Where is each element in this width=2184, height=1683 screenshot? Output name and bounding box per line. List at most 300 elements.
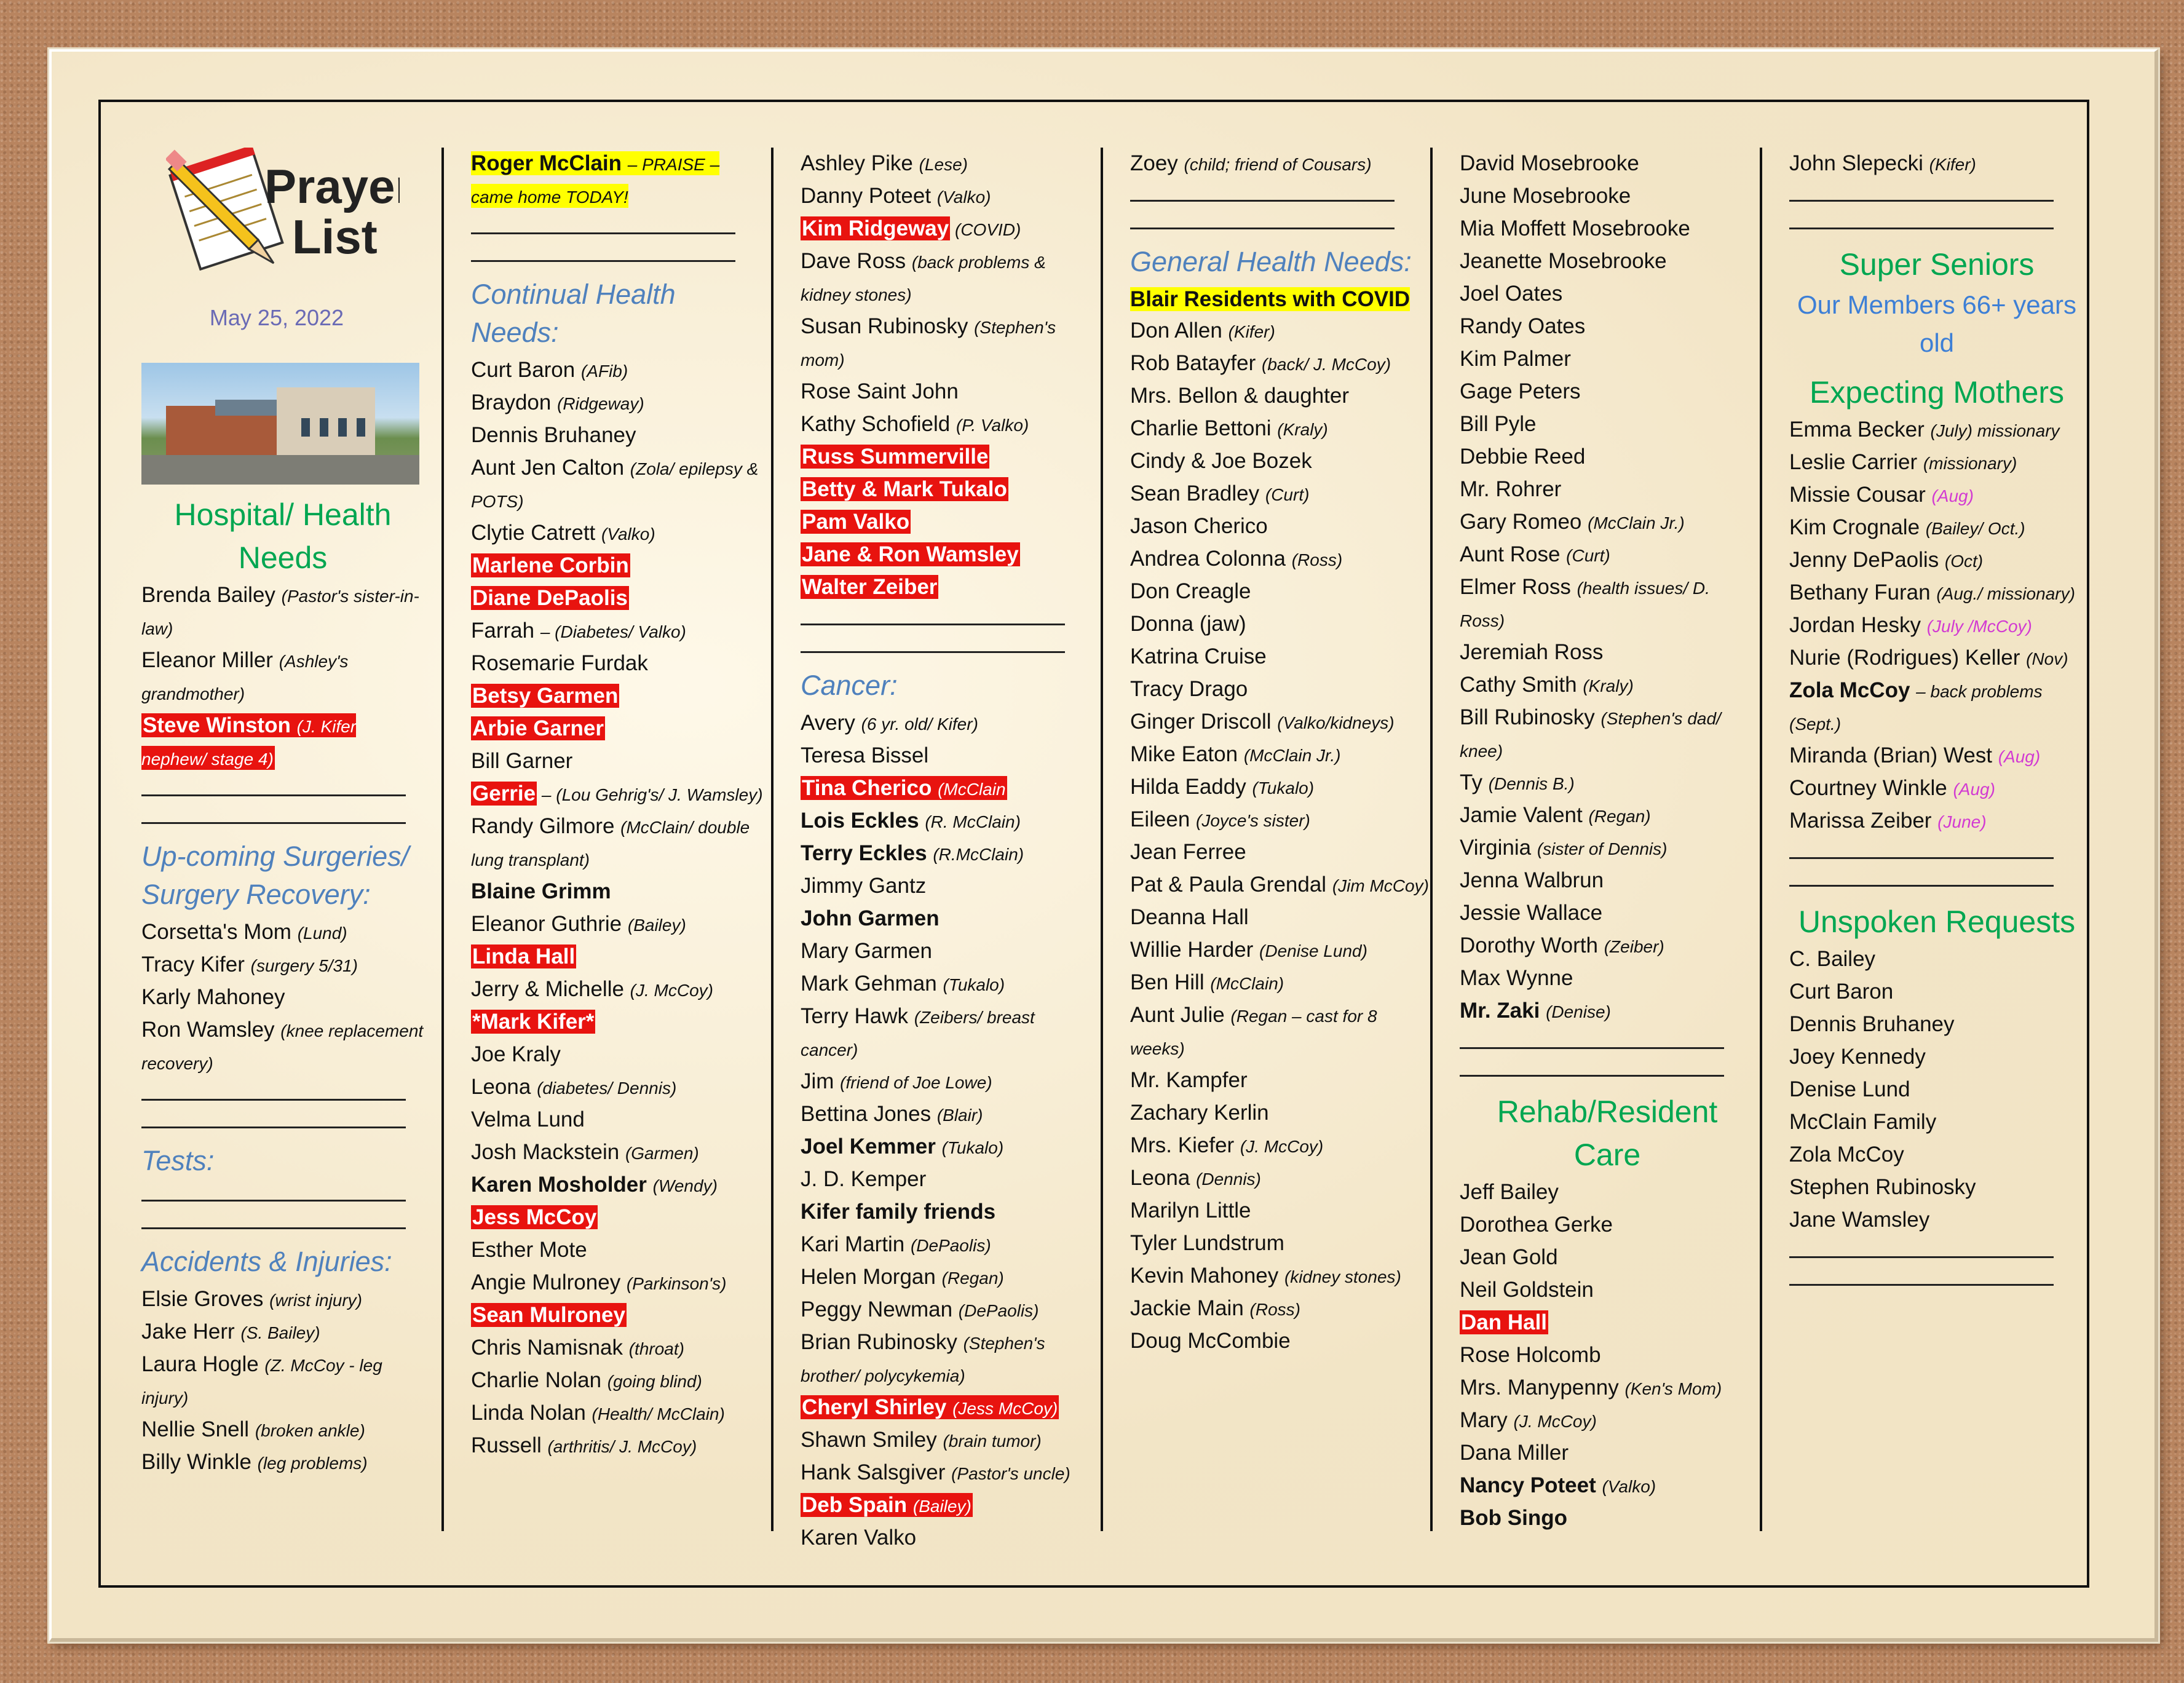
- rehab-list-cont: [1789, 148, 2084, 180]
- item-name: Leona: [471, 1075, 537, 1099]
- item-name: Clytie Catrett: [471, 521, 601, 545]
- item-name: Joe Kraly: [471, 1042, 561, 1066]
- item-note: (Tukalo): [941, 1138, 1004, 1157]
- logo-word-list: List: [292, 210, 378, 264]
- list-item: [1789, 577, 2084, 609]
- list-item: [471, 1071, 766, 1104]
- item-name: Cindy & Joe Bozek: [1130, 449, 1312, 473]
- column-2: [471, 148, 766, 1462]
- item-name: Cheryl Shirley: [802, 1395, 953, 1419]
- item-note: (Valko): [1602, 1477, 1656, 1496]
- item-note: (Kraly): [1583, 676, 1634, 695]
- item-note: (R. McClain): [925, 812, 1021, 831]
- item-name: Jeff Bailey: [1460, 1180, 1559, 1204]
- item-name: Zoey: [1130, 151, 1184, 175]
- list-item: [1460, 1274, 1755, 1307]
- item-name: Rose Saint John: [801, 379, 959, 403]
- item-name: Jenna Walbrun: [1460, 868, 1604, 892]
- item-name: Andrea Colonna: [1130, 547, 1292, 571]
- list-item: [141, 949, 424, 981]
- section-title-rehab: Rehab/Resident Care: [1497, 1095, 1718, 1172]
- item-name: Mia Moffett Mosebrooke: [1460, 216, 1690, 240]
- list-item: [141, 579, 424, 644]
- list-item: [1460, 473, 1755, 506]
- list-item: [1789, 1041, 2084, 1074]
- list-item: [1130, 380, 1425, 413]
- item-note: (Pastor's uncle): [951, 1464, 1070, 1483]
- item-note: (Regan – cast for 8 weeks): [1130, 1007, 1377, 1058]
- item-name: Jean Ferree: [1130, 840, 1246, 864]
- section-title-continual: Continual Health Needs:: [471, 279, 676, 348]
- item-note: (Oct): [1944, 552, 1984, 571]
- list-item: [1789, 772, 2084, 805]
- item-note: (Ross): [1291, 550, 1343, 569]
- list-item: [1460, 930, 1755, 962]
- list-item: [471, 876, 766, 908]
- item-name: Bill Rubinosky: [1460, 705, 1601, 729]
- item-note: (Ken's Mom): [1624, 1379, 1722, 1398]
- item-name: Miranda (Brian) West: [1789, 743, 1998, 767]
- item-name: Deb Spain: [802, 1493, 913, 1517]
- item-name: Rob Batayfer: [1130, 351, 1262, 375]
- list-item: [1130, 901, 1425, 934]
- item-note: (McClain): [1210, 974, 1284, 993]
- item-name: Tracy Kifer: [141, 952, 251, 976]
- list-item: [1130, 543, 1425, 576]
- list-item: [1789, 414, 2084, 446]
- item-name: Jim: [801, 1069, 841, 1093]
- list-item: [1130, 445, 1425, 478]
- list-item: [1130, 804, 1425, 836]
- item-note: (kidney stones): [1284, 1267, 1401, 1286]
- item-note: (Bailey): [627, 916, 686, 935]
- item-name: Missie Cousar: [1789, 483, 1932, 507]
- list-item: [801, 441, 1096, 473]
- list-item: [1789, 1106, 2084, 1139]
- list-item: [1460, 832, 1755, 865]
- list-item: [1460, 278, 1755, 311]
- list-item: [1130, 315, 1425, 347]
- hospital-list: [141, 579, 424, 775]
- item-note: (Tukalo): [943, 975, 1005, 994]
- item-note: (Joyce's sister): [1196, 811, 1310, 830]
- list-item: [1789, 479, 2084, 512]
- item-note: (McClain/ double lung transplant): [471, 818, 750, 869]
- item-name: Lois Eckles: [801, 809, 925, 833]
- list-item: [1130, 999, 1425, 1064]
- blank-line: [141, 810, 406, 824]
- list-item: [1130, 771, 1425, 804]
- column-divider: [771, 148, 774, 1531]
- list-item: [1789, 609, 2084, 642]
- list-item: [141, 1446, 424, 1479]
- item-note: (DePaolis): [910, 1236, 991, 1255]
- blank-line: [1789, 1272, 2054, 1286]
- list-item: [801, 1522, 1096, 1554]
- item-name: Donna (jaw): [1130, 612, 1246, 636]
- list-item: [471, 1039, 766, 1071]
- blank-line: [141, 782, 406, 796]
- item-name: Kathy Schofield: [801, 412, 956, 436]
- item-note: (Regan): [1588, 807, 1651, 826]
- item-name: Rose Holcomb: [1460, 1343, 1601, 1367]
- item-name: Jane Wamsley: [1789, 1208, 1930, 1232]
- item-name: Arbie Garner: [472, 716, 604, 740]
- item-note: (Jess McCoy): [952, 1399, 1058, 1418]
- item-name: Angie Mulroney: [471, 1270, 627, 1294]
- item-name: Courtney Winkle: [1789, 776, 1953, 800]
- column-1: [141, 485, 424, 1479]
- item-name: Esther Mote: [471, 1238, 587, 1262]
- list-item: [801, 408, 1096, 441]
- continual-list-cont: [801, 148, 1096, 604]
- item-name: Mark Gehman: [801, 972, 943, 996]
- item-name: Marilyn Little: [1130, 1198, 1251, 1222]
- list-item: [801, 1294, 1096, 1326]
- item-name: Jess McCoy: [472, 1205, 597, 1229]
- item-name: Bill Pyle: [1460, 412, 1537, 436]
- item-note: (Curt): [1265, 485, 1310, 504]
- list-item: [471, 1267, 766, 1299]
- list-item: [141, 1414, 424, 1446]
- item-name: Mrs. Manypenny: [1460, 1376, 1625, 1400]
- item-name: Susan Rubinosky: [801, 314, 975, 338]
- list-item: [801, 1392, 1096, 1424]
- item-note: (Dennis): [1196, 1170, 1261, 1189]
- item-name: Eileen: [1130, 807, 1197, 831]
- item-note: (6 yr. old/ Kifer): [861, 715, 978, 734]
- list-item: [471, 713, 766, 745]
- accidents-list: [141, 1283, 424, 1479]
- column-divider: [1101, 148, 1103, 1531]
- item-note: (throat): [628, 1339, 684, 1358]
- list-item: [801, 805, 1096, 838]
- item-name: Virginia: [1460, 836, 1537, 860]
- item-note: (Bailey/ Oct.): [1925, 519, 2025, 538]
- list-item: [471, 1104, 766, 1136]
- item-note: (Z. McCoy - leg injury): [141, 1356, 382, 1408]
- item-name: Curt Baron: [1789, 980, 1894, 1004]
- item-name: *Mark Kifer*: [472, 1010, 595, 1034]
- unspoken-list: [1789, 943, 2084, 1237]
- item-name: J. D. Kemper: [801, 1167, 927, 1191]
- item-name: Jeanette Mosebrooke: [1460, 249, 1667, 273]
- list-item: [1460, 343, 1755, 376]
- continual-list: [471, 354, 766, 1462]
- column-divider: [441, 148, 444, 1531]
- list-item: [1460, 441, 1755, 473]
- list-item: [1130, 1195, 1425, 1227]
- list-item: [141, 916, 424, 949]
- item-note: (J. McCoy): [1513, 1412, 1597, 1431]
- item-name: Aunt Rose: [1460, 542, 1567, 566]
- list-item: [801, 1457, 1096, 1489]
- item-note: (Pastor's sister-in-law): [141, 587, 419, 638]
- item-name: Chris Namisnak: [471, 1336, 629, 1360]
- item-note: (Garmen): [625, 1144, 699, 1163]
- item-note: (leg problems): [257, 1454, 368, 1473]
- item-name: Dennis Bruhaney: [1789, 1012, 1955, 1036]
- blank-line: [471, 220, 735, 234]
- column-6: [1789, 148, 2084, 1299]
- list-item: [1460, 702, 1755, 767]
- item-name: Deanna Hall: [1130, 905, 1249, 929]
- section-title-cancer: Cancer:: [801, 670, 898, 701]
- item-name: Tracy Drago: [1130, 677, 1248, 701]
- blank-line: [1789, 1244, 2054, 1258]
- section-title-mothers: Expecting Mothers: [1809, 375, 2065, 410]
- item-note: (friend of Joe Lowe): [840, 1073, 992, 1092]
- item-name: Dave Ross: [801, 249, 912, 273]
- item-name: Zola McCoy: [1789, 678, 1917, 702]
- list-item: [1130, 641, 1425, 673]
- item-note: (child; friend of Cousars): [1184, 155, 1372, 174]
- list-item: [471, 680, 766, 713]
- list-item: [1460, 571, 1755, 636]
- item-note: (knee replacement recovery): [141, 1021, 424, 1073]
- item-name: Jake Herr: [141, 1320, 241, 1344]
- item-note: (broken ankle): [255, 1421, 365, 1440]
- item-name: Dan Hall: [1461, 1310, 1548, 1334]
- list-item: [801, 772, 1096, 805]
- item-name: Betty & Mark Tukalo: [802, 477, 1007, 501]
- item-note: (brain tumor): [943, 1432, 1042, 1451]
- item-name: Kifer family friends: [801, 1200, 996, 1224]
- list-item: [1460, 1176, 1755, 1209]
- list-item: [801, 935, 1096, 968]
- list-item: [471, 1006, 766, 1039]
- list-item: [1130, 413, 1425, 445]
- item-name: Karen Mosholder: [471, 1173, 653, 1197]
- item-name: Tyler Lundstrum: [1130, 1231, 1284, 1255]
- item-note: (missionary): [1923, 454, 2017, 473]
- list-item: [801, 473, 1096, 506]
- rehab-list: [1460, 1176, 1755, 1535]
- item-name: Jean Gold: [1460, 1245, 1558, 1269]
- list-item: [1460, 245, 1755, 278]
- list-item: [1460, 1437, 1755, 1470]
- section-title-seniors: Super Seniors: [1839, 247, 2035, 282]
- list-item: [1789, 512, 2084, 544]
- item-name: Elsie Groves: [141, 1287, 270, 1311]
- item-name: Nancy Poteet: [1460, 1473, 1602, 1497]
- item-note: (Ridgeway): [557, 394, 644, 413]
- item-name: Farrah: [471, 619, 540, 643]
- item-note: (diabetes/ Dennis): [537, 1079, 677, 1098]
- list-item: [1460, 865, 1755, 897]
- item-name: Emma Becker: [1789, 418, 1931, 442]
- list-item: [801, 1066, 1096, 1098]
- item-note: – (Diabetes/ Valko): [540, 622, 686, 641]
- item-name: Bettina Jones: [801, 1102, 937, 1126]
- item-note: (Tukalo): [1252, 778, 1315, 798]
- list-item: [1460, 962, 1755, 995]
- item-name: Charlie Bettoni: [1130, 416, 1278, 440]
- list-item: [1460, 995, 1755, 1028]
- list-item: [1789, 943, 2084, 976]
- list-item: [1130, 1097, 1425, 1130]
- list-item: [801, 1098, 1096, 1131]
- item-name: Ginger Driscoll: [1130, 710, 1278, 734]
- item-note: (Aug): [1953, 780, 1995, 799]
- item-note: (McClain Jr.): [1588, 513, 1685, 533]
- list-item: [1789, 1139, 2084, 1171]
- list-item: [1789, 805, 2084, 838]
- item-name: Kevin Mahoney: [1130, 1264, 1284, 1288]
- list-item: [1460, 1339, 1755, 1372]
- list-item: [801, 870, 1096, 903]
- item-name: Helen Morgan: [801, 1265, 942, 1289]
- item-name: Terry Hawk: [801, 1004, 914, 1028]
- list-item: [471, 517, 766, 550]
- item-name: Nellie Snell: [141, 1417, 255, 1441]
- list-item: [801, 539, 1096, 571]
- list-item: [1460, 506, 1755, 539]
- item-note: (S. Bailey): [240, 1323, 320, 1342]
- list-item: [801, 903, 1096, 935]
- item-note: (DePaolis): [958, 1301, 1039, 1320]
- list-item: [1460, 1502, 1755, 1535]
- item-note: (Denise Lund): [1259, 941, 1367, 960]
- section-title-tests: Tests:: [141, 1145, 215, 1176]
- item-name: Randy Gilmore: [471, 814, 621, 838]
- list-item: [471, 647, 766, 680]
- item-name: Josh Mackstein: [471, 1140, 625, 1164]
- list-item: [1130, 934, 1425, 967]
- item-name: Brian Rubinosky: [801, 1330, 963, 1354]
- list-item: [1460, 1307, 1755, 1339]
- blank-line: [141, 1114, 406, 1128]
- item-name: Braydon: [471, 390, 558, 414]
- list-item: [1130, 1162, 1425, 1195]
- item-name: Jerry & Michelle: [471, 977, 630, 1001]
- list-item: [1130, 347, 1425, 380]
- item-note: (R.McClain): [933, 845, 1024, 864]
- item-note: (Lund): [297, 924, 347, 943]
- item-note: (Regan): [941, 1269, 1004, 1288]
- item-note: (Denise): [1546, 1002, 1611, 1021]
- item-name: Linda Hall: [472, 944, 576, 968]
- list-item: [801, 245, 1096, 311]
- item-name: Laura Hogle: [141, 1352, 265, 1376]
- item-name: Max Wynne: [1460, 966, 1573, 990]
- blank-line: [1789, 873, 2054, 887]
- list-item: [1460, 897, 1755, 930]
- item-name: Tina Cherico: [802, 776, 938, 800]
- item-name: Aunt Julie: [1130, 1003, 1231, 1027]
- item-note: (surgery 5/31): [250, 956, 358, 975]
- item-name: Joel Kemmer: [801, 1135, 942, 1158]
- item-name: Elmer Ross: [1460, 575, 1577, 599]
- list-item: [1130, 1325, 1425, 1358]
- item-name: Russell: [471, 1433, 548, 1457]
- item-note: (Bailey): [912, 1497, 971, 1516]
- item-name: Dennis Bruhaney: [471, 423, 636, 447]
- list-item: [1789, 148, 2084, 180]
- item-name: Randy Oates: [1460, 314, 1586, 338]
- item-note: – (Lou Gehrig's/ J. Wamsley): [537, 785, 763, 804]
- item-note: (J. McCoy): [630, 981, 713, 1000]
- list-item: [471, 452, 766, 517]
- list-item: [801, 213, 1096, 245]
- section-title-general: General Health Needs:: [1130, 246, 1412, 277]
- item-note: (Ashley's grandmother): [141, 652, 349, 703]
- list-item: [801, 1489, 1096, 1522]
- list-item: [471, 973, 766, 1006]
- list-item: [1130, 967, 1425, 999]
- section-title-unspoken: Unspoken Requests: [1798, 905, 2076, 939]
- item-note: (AFib): [580, 362, 628, 381]
- list-item: [1460, 767, 1755, 799]
- list-item: [1460, 376, 1755, 408]
- item-name: Cathy Smith: [1460, 673, 1583, 697]
- item-note: (J. McCoy): [1240, 1137, 1324, 1156]
- item-note: (arthritis/ J. McCoy): [547, 1437, 697, 1456]
- blank-line: [141, 1087, 406, 1101]
- list-item: [1789, 675, 2084, 740]
- blank-line: [1460, 1035, 1724, 1049]
- list-item: [1460, 408, 1755, 441]
- list-item: [801, 1000, 1096, 1066]
- section-title-hospital: Hospital/ Health Needs: [174, 497, 392, 575]
- item-name: Betsy Garmen: [472, 684, 619, 708]
- list-item: [1460, 213, 1755, 245]
- item-note: (McClain Jr.): [1243, 746, 1341, 765]
- item-name: Gage Peters: [1460, 379, 1581, 403]
- item-note: (Valko): [601, 525, 655, 544]
- item-note: (June): [1937, 812, 1987, 831]
- item-note: (back/ J. McCoy): [1262, 355, 1391, 374]
- list-item: [141, 1014, 424, 1079]
- column-divider: [1430, 148, 1433, 1531]
- item-name: Mary: [1460, 1408, 1514, 1432]
- list-item: [801, 571, 1096, 604]
- item-name: Ty: [1460, 770, 1489, 794]
- item-note: (Jim McCoy): [1332, 876, 1429, 895]
- item-note: – back problems (Sept.): [1789, 682, 2043, 734]
- item-name: Ben Hill: [1130, 970, 1211, 994]
- item-name: Peggy Newman: [801, 1297, 959, 1321]
- list-item: [1460, 1209, 1755, 1241]
- item-name: Leslie Carrier: [1789, 450, 1923, 474]
- list-item: [1789, 642, 2084, 675]
- item-note: (Aug): [1998, 747, 2041, 766]
- list-item: [141, 644, 424, 710]
- item-name: Blaine Grimm: [471, 879, 611, 903]
- item-note: (McClain: [938, 780, 1006, 799]
- list-item: [801, 1229, 1096, 1261]
- item-name: Jason Cherico: [1130, 514, 1268, 538]
- item-name: Terry Eckles: [801, 841, 933, 865]
- blank-line: [1789, 215, 2054, 229]
- list-item: [1460, 180, 1755, 213]
- list-item: [141, 1348, 424, 1414]
- list-item: [1130, 706, 1425, 739]
- item-name: Ron Wamsley: [141, 1018, 281, 1042]
- list-item: [801, 1131, 1096, 1163]
- mothers-list: [1789, 414, 2084, 838]
- item-name: Mrs. Kiefer: [1130, 1133, 1240, 1157]
- item-name: Ashley Pike: [801, 151, 919, 175]
- item-name: Bill Garner: [471, 749, 573, 773]
- item-note: (Dennis B.): [1488, 774, 1575, 793]
- list-item: [1460, 669, 1755, 702]
- item-name: Hilda Eaddy: [1130, 775, 1252, 799]
- list-item: [801, 707, 1096, 740]
- item-name: C. Bailey: [1789, 947, 1876, 971]
- list-item: [471, 1234, 766, 1267]
- list-item: [471, 778, 766, 810]
